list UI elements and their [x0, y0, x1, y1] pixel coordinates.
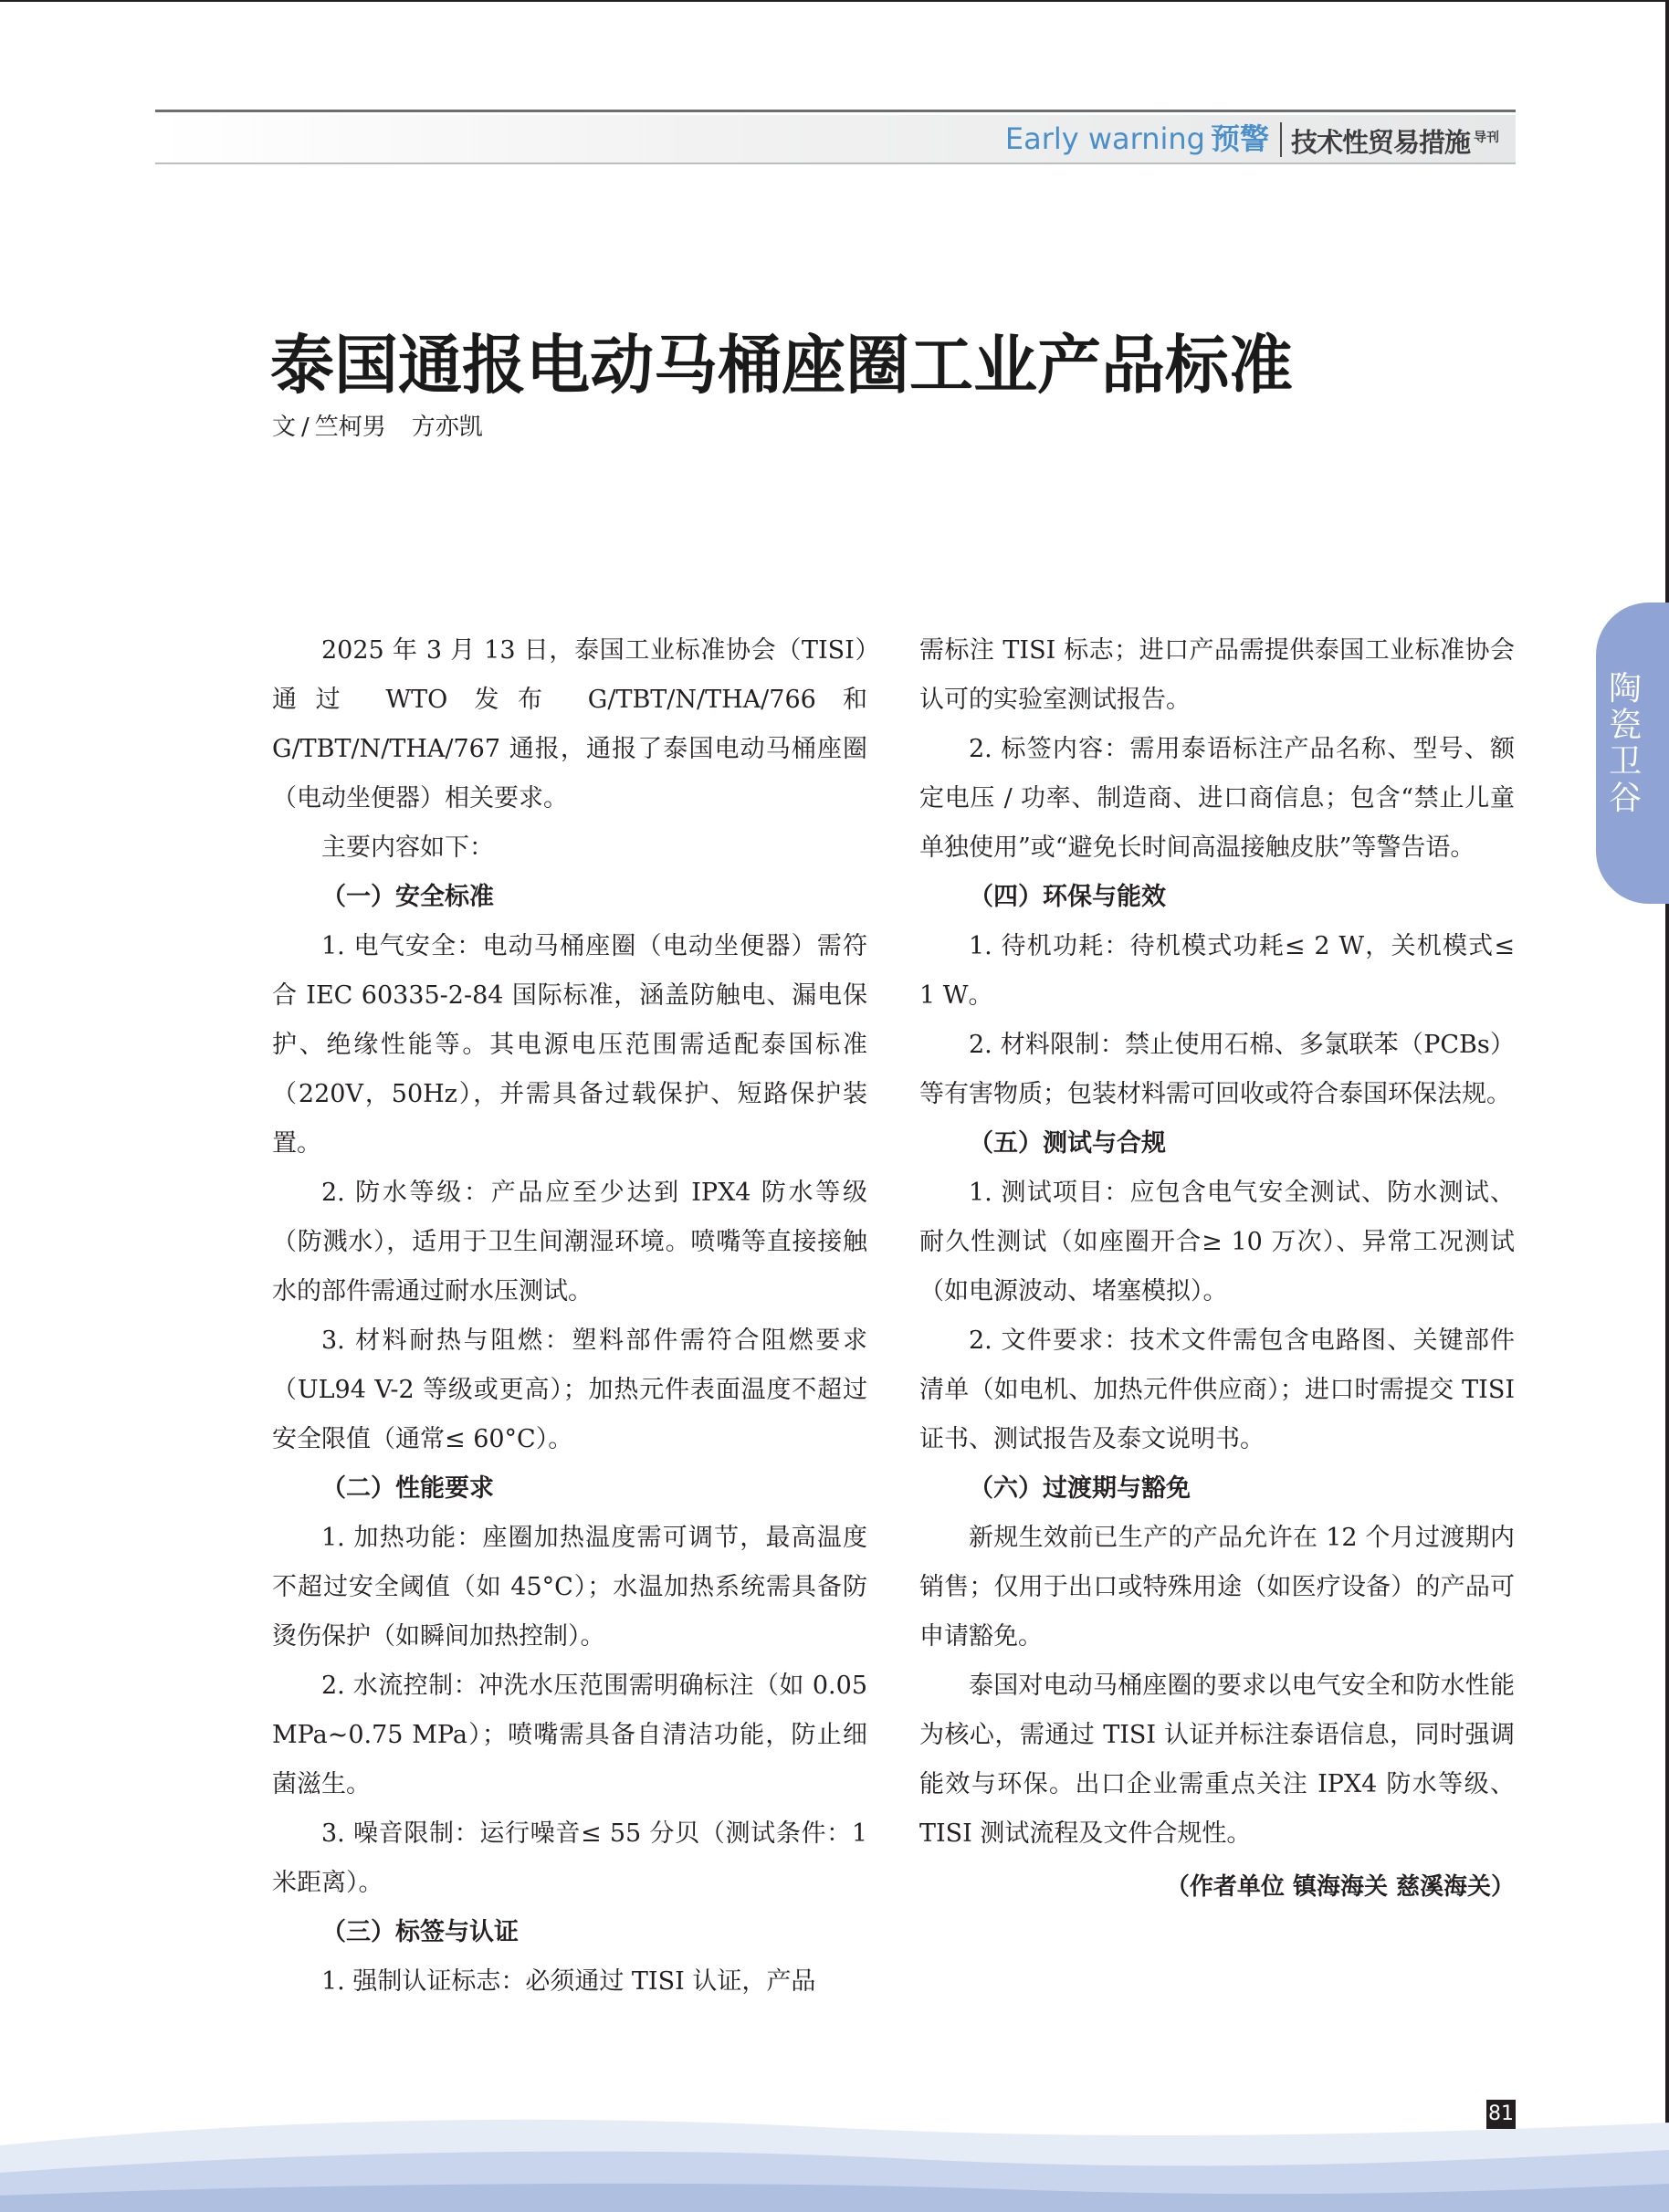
section-label-en: Early warning	[1004, 121, 1205, 156]
page-right-edge	[1665, 0, 1669, 2212]
footer-wave	[0, 2109, 1669, 2212]
page-top-edge	[0, 0, 1669, 2]
journal-sub: 导刊	[1474, 131, 1499, 145]
section-label	[995, 119, 1269, 159]
author-2: 方亦凯	[411, 414, 483, 441]
body-column-left	[272, 626, 867, 2007]
paragraph: 泰国对电动马桶座圈的要求以电气安全和防水性能为核心，需通过 TISI 认证并标注泰语信息，同时强调能效与环保。出口企业需重点关注 IPX4 防水等级、TISI 测试流程及文件合规性。	[919, 1672, 1515, 1848]
paragraph: 2. 材料限制：禁止使用石棉、多氯联苯（PCBs）等有害物质；包装材料需可回收或符合泰国环保法规。	[919, 1031, 1515, 1108]
header-bottom-rule	[155, 162, 1516, 164]
side-tab-char: 瓷	[1608, 707, 1642, 744]
section-heading: （六）过渡期与豁免	[969, 1474, 1191, 1503]
paragraph: 1. 测试项目：应包含电气安全测试、防水测试、耐久性测试（如座圈开合≥ 10 万次）、异常工况测试（如电源波动、堵塞模拟）。	[919, 1179, 1515, 1305]
paragraph: 2. 文件要求：技术文件需包含电路图、关键部件清单（如电机、加热元件供应商）；进口时需提交 TISI 证书、测试报告及泰文说明书。	[919, 1326, 1515, 1453]
section-heading: （一）安全标准	[321, 883, 494, 911]
paragraph: 1. 加热功能：座圈加热温度需可调节，最高温度不超过安全阈值（如 45°C）；水温加热系统需具备防烫伤保护（如瞬间加热控制）。	[272, 1524, 867, 1651]
side-tab-char: 陶	[1608, 670, 1642, 708]
journal-logo	[1291, 121, 1519, 159]
paragraph-continued: 需标注 TISI 标志；进口产品需提供泰国工业标准协会认可的实验室测试报告。	[919, 636, 1515, 714]
page-number: 81	[1486, 2100, 1516, 2129]
paragraph: 2. 标签内容：需用泰语标注产品名称、型号、额定电压 / 功率、制造商、进口商信息；包含“禁止儿童单独使用”或“避免长时间高温接触皮肤”等警告语。	[919, 735, 1515, 862]
paragraph: 2. 水流控制：冲洗水压范围需明确标注（如 0.05 MPa~0.75 MPa）；喷嘴需具备自清洁功能，防止细菌滋生。	[272, 1672, 867, 1798]
paragraph: 1. 待机功耗：待机模式功耗≤ 2 W，关机模式≤ 1 W。	[919, 932, 1515, 1010]
paragraph: 新规生效前已生产的产品允许在 12 个月过渡期内销售；仅用于出口或特殊用途（如医疗设备）的产品可申请豁免。	[919, 1524, 1515, 1651]
section-heading: （三）标签与认证	[321, 1918, 519, 1946]
byline-prefix: 文	[272, 414, 297, 441]
side-tab-label	[1602, 671, 1648, 817]
paragraph: 2025 年 3 月 13 日，泰国工业标准协会（TISI）通过 WTO 发布 G/TBT/N/THA/766 和 G/TBT/N/THA/767 通报，通报了泰国电动马桶座圈（电动坐便器）相关要求。	[272, 636, 867, 812]
paragraph: 3. 材料耐热与阻燃：塑料部件需符合阻燃要求（UL94 V-2 等级或更高）；加热元件表面温度不超过安全限值（通常≤ 60°C）。	[272, 1326, 867, 1453]
section-heading: （五）测试与合规	[969, 1129, 1166, 1158]
journal-name: 技术性贸易措施	[1291, 127, 1471, 158]
section-heading: （四）环保与能效	[969, 883, 1166, 911]
side-tab-char: 谷	[1608, 780, 1642, 817]
byline-separator: /	[301, 414, 310, 441]
byline	[272, 409, 483, 446]
author-affiliation: （作者单位 镇海海关 慈溪海关）	[1165, 1873, 1515, 1901]
article-title: 泰国通报电动马桶座圈工业产品标准	[270, 328, 1293, 403]
header-divider	[1280, 122, 1282, 157]
paragraph: 1. 电气安全：电动马桶座圈（电动坐便器）需符合 IEC 60335-2-84 国际标准，涵盖防触电、漏电保护、绝缘性能等。其电源电压范围需适配泰国标准（220V，50Hz），并需具备过载保护、短路保护装置。	[272, 932, 867, 1158]
paragraph: 主要内容如下：	[321, 833, 494, 862]
section-label-zh: 预警	[1210, 121, 1269, 156]
paragraph: 3. 噪音限制：运行噪音≤ 55 分贝（测试条件：1 米距离）。	[272, 1819, 867, 1897]
side-tab-char: 卫	[1608, 743, 1642, 781]
section-heading: （二）性能要求	[321, 1474, 494, 1503]
body-column-right	[919, 626, 1515, 1912]
paragraph: 2. 防水等级：产品应至少达到 IPX4 防水等级（防溅水），适用于卫生间潮湿环境。喷嘴等直接接触水的部件需通过耐水压测试。	[272, 1179, 867, 1305]
author-1: 竺柯男	[314, 414, 386, 441]
paragraph: 1. 强制认证标志：必须通过 TISI 认证，产品	[321, 1967, 816, 1996]
header-top-rule	[155, 110, 1516, 112]
